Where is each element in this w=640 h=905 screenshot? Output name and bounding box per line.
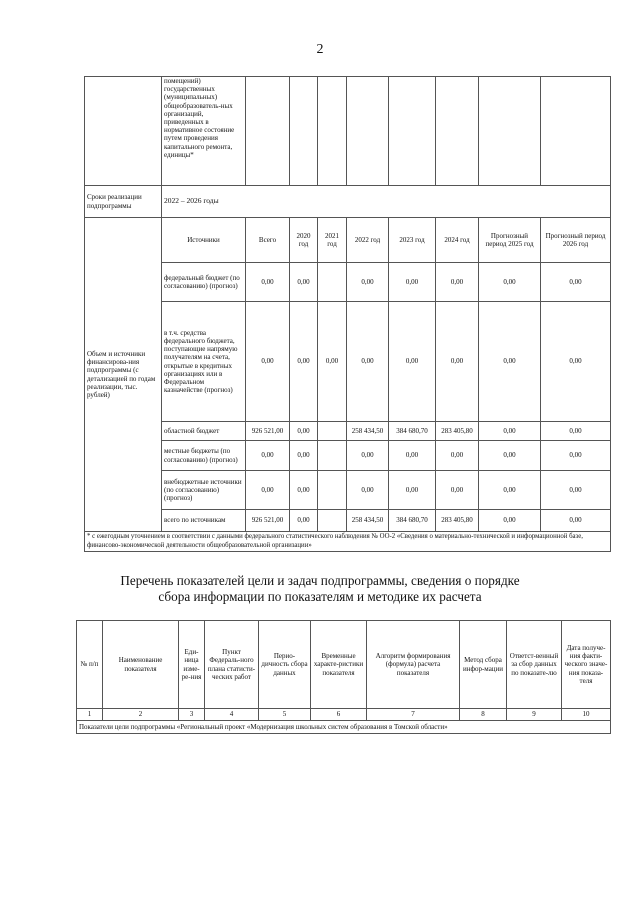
header-federal-plan-item: Пункт Федераль-ного плана статисти-ческих работ (205, 621, 259, 709)
value-cell: 0,00 (347, 263, 389, 302)
header-number: № п/п (77, 621, 103, 709)
column-number: 1 (77, 709, 103, 721)
value-cell: 0,00 (290, 510, 318, 532)
table-row (85, 422, 611, 441)
column-number: 4 (205, 709, 259, 721)
table-row (85, 263, 611, 302)
value-cell: 384 680,70 (389, 510, 436, 532)
column-number: 3 (179, 709, 205, 721)
indicators-table (76, 620, 611, 734)
header-total: Всего (246, 218, 290, 263)
column-number: 7 (367, 709, 460, 721)
value-cell: 0,00 (347, 471, 389, 510)
value-cell: 0,00 (290, 471, 318, 510)
table-row (85, 302, 611, 422)
value-cell: 0,00 (541, 441, 611, 471)
funding-label: Объем и источники финансирова-ния подпрограммы (с детализацией по годам реализации, тыс. рублей) (85, 218, 162, 532)
value-cell: 0,00 (290, 422, 318, 441)
source-name: местные бюджеты (по согласованию) (прогноз) (162, 441, 246, 471)
value-cell: 0,00 (389, 471, 436, 510)
value-cell: 0,00 (479, 471, 541, 510)
value-cell: 0,00 (246, 263, 290, 302)
column-number: 5 (259, 709, 311, 721)
table-row (85, 441, 611, 471)
value-cell (318, 471, 347, 510)
value-cell: 0,00 (389, 302, 436, 422)
value-cell: 926 521,00 (246, 510, 290, 532)
table-row (85, 510, 611, 532)
header-responsible: Ответст-венный за сбор данных по показате-лю (507, 621, 562, 709)
source-name: областной бюджет (162, 422, 246, 441)
header-2021: 2021 год (318, 218, 347, 263)
column-number: 6 (311, 709, 367, 721)
header-calculation-algorithm: Алгоритм формирования (формула) расчета показателя (367, 621, 460, 709)
column-numbers-row (77, 709, 611, 721)
value-cell: 0,00 (246, 471, 290, 510)
value-cell: 0,00 (389, 263, 436, 302)
value-cell: 0,00 (290, 302, 318, 422)
header-indicator-name: Наименование показателя (103, 621, 179, 709)
value-cell: 258 434,50 (347, 422, 389, 441)
value-cell: 0,00 (541, 510, 611, 532)
section-row: Показатели цели подпрограммы «Региональный проект «Модернизация школьных систем образования в Томской области» (77, 721, 611, 734)
value-cell: 0,00 (479, 510, 541, 532)
value-cell: 0,00 (479, 422, 541, 441)
source-name: всего по источникам (162, 510, 246, 532)
indicator-continuation-text: помещений) государственных (муниципальных) общеобразователь-ных организаций, приведенных в нормативное состояние путем проведения капитального ремонта, единицы* (162, 77, 246, 186)
value-cell: 283 405,80 (436, 422, 479, 441)
value-cell: 0,00 (436, 471, 479, 510)
value-cell: 0,00 (290, 263, 318, 302)
header-2022: 2022 год (347, 218, 389, 263)
table-row (85, 471, 611, 510)
subprogram-passport-table (84, 76, 611, 552)
value-cell (318, 422, 347, 441)
value-cell: 0,00 (318, 302, 347, 422)
header-2024: 2024 год (436, 218, 479, 263)
value-cell: 0,00 (436, 263, 479, 302)
value-cell (318, 510, 347, 532)
empty-label-cell (85, 77, 162, 186)
footnote: * с ежегодным уточнением в соответствии с данными федерального статистического наблюдения № ОО-2 «Сведения о материально-технической и информационной базе, финансово-экономической деятельности общеобразовательной организации» (85, 532, 611, 552)
value-cell: 0,00 (541, 302, 611, 422)
indicators-heading (60, 573, 580, 605)
value-cell: 0,00 (541, 263, 611, 302)
value-cell: 0,00 (290, 441, 318, 471)
value-cell: 0,00 (541, 422, 611, 441)
header-collection-method: Метод сбора инфор-мации (460, 621, 507, 709)
header-unit: Еди-ница изме-ре-ния (179, 621, 205, 709)
header-sources: Источники (162, 218, 246, 263)
value-cell: 926 521,00 (246, 422, 290, 441)
header-2023: 2023 год (389, 218, 436, 263)
value-cell: 258 434,50 (347, 510, 389, 532)
column-number: 8 (460, 709, 507, 721)
value-cell: 0,00 (246, 302, 290, 422)
value-cell: 384 680,70 (389, 422, 436, 441)
source-name: федеральный бюджет (по согласованию) (прогноз) (162, 263, 246, 302)
value-cell: 0,00 (436, 441, 479, 471)
column-number: 2 (103, 709, 179, 721)
header-time-characteristics: Временные характе-ристики показателя (311, 621, 367, 709)
source-name: в т.ч. средства федерального бюджета, поступающие напрямую получателям на счета, открытые в кредитных организациях или в Федеральном казначействе (прогноз) (162, 302, 246, 422)
heading-line-1: Перечень показателей цели и задач подпрограммы, сведения о порядке (120, 573, 520, 588)
header-2026: Прогнозный период 2026 год (541, 218, 611, 263)
column-number: 9 (507, 709, 562, 721)
terms-value: 2022 – 2026 годы (162, 186, 611, 218)
page-number: 2 (316, 42, 324, 57)
header-2020: 2020 год (290, 218, 318, 263)
source-name: внебюджетные источники (по согласованию) (прогноз) (162, 471, 246, 510)
value-cell: 0,00 (479, 302, 541, 422)
value-cell: 0,00 (347, 302, 389, 422)
value-cell: 0,00 (246, 441, 290, 471)
value-cell: 0,00 (479, 263, 541, 302)
value-cell (318, 263, 347, 302)
value-cell: 0,00 (479, 441, 541, 471)
value-cell: 283 405,80 (436, 510, 479, 532)
header-actual-value-date: Дата получе-ния факти-ческого значе-ния показа-теля (562, 621, 611, 709)
value-cell (318, 441, 347, 471)
value-cell: 0,00 (436, 302, 479, 422)
value-cell: 0,00 (389, 441, 436, 471)
header-2025: Прогнозный период 2025 год (479, 218, 541, 263)
terms-label: Сроки реализации подпрограммы (85, 186, 162, 218)
value-cell: 0,00 (347, 441, 389, 471)
header-periodicity: Перио-дичность сбора данных (259, 621, 311, 709)
column-number: 10 (562, 709, 611, 721)
value-cell: 0,00 (541, 471, 611, 510)
heading-line-2: сбора информации по показателям и методике их расчета (158, 589, 482, 604)
